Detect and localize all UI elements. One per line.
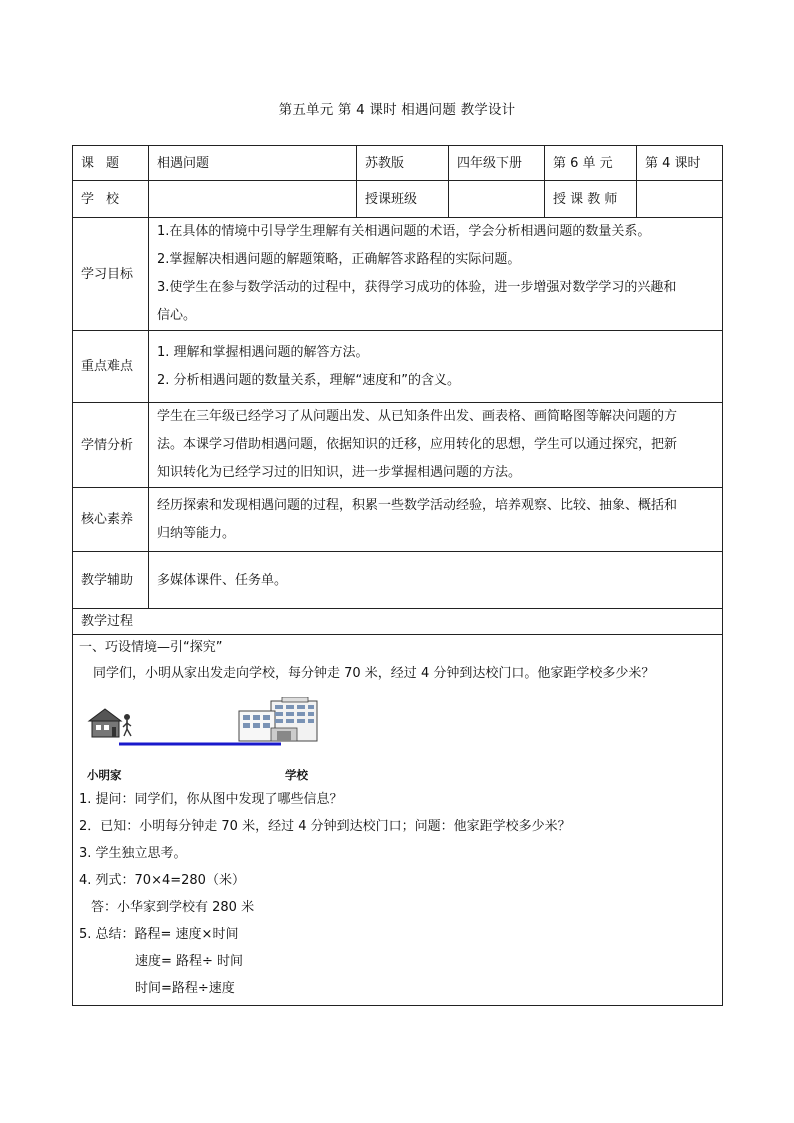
row-process xyxy=(73,635,723,1006)
process-content xyxy=(73,635,723,1006)
row-goals xyxy=(73,218,723,331)
house-icon xyxy=(89,709,121,737)
literacy-line: 经历探索和发现相遇问题的过程，积累一些数学活动经验，培养观察、比较、抽象、概括和 xyxy=(157,497,678,513)
teacher-value xyxy=(637,181,723,218)
goal-item: 3.使学生在参与数学活动的过程中，获得学习成功的体验，进一步增强对数学学习的兴趣和 xyxy=(157,280,677,295)
goal-item: 2.掌握解决相遇问题的解题策略，正确解答求路程的实际问题。 xyxy=(157,252,521,267)
school-value xyxy=(149,181,357,218)
section-heading: 一、巧设情境—引“探究” xyxy=(79,640,223,655)
lesson-value: 第 4 课时 xyxy=(637,146,723,181)
step-item: 1. 提问：同学们，你从图中发现了哪些信息？ xyxy=(79,792,343,807)
key-point-item: 2. 分析相遇问题的数量关系，理解“速度和”的含义。 xyxy=(157,372,461,388)
route-diagram xyxy=(83,697,383,787)
intro-text: 同学们，小明从家出发走向学校，每分钟走 70 米，经过 4 分钟到达校门口。他家距学校多少米？ xyxy=(93,666,655,681)
analysis-line: 学生在三年级已经学习了从问题出发、从已知条件出发、画表格、画简略图等解决问题的方 xyxy=(157,409,678,424)
school-building-icon xyxy=(239,697,317,741)
label-school: 学校 xyxy=(73,181,149,218)
goals-content xyxy=(149,218,723,331)
aids-content: 多媒体课件、任务单。 xyxy=(149,552,723,609)
publisher-value: 苏教版 xyxy=(357,146,449,181)
step-item: 2．已知：小明每分钟走 70 米，经过 4 分钟到达校门口；问题：他家距学校多少米？ xyxy=(79,819,571,834)
class-label: 授课班级 xyxy=(357,181,449,218)
analysis-label: 学情分析 xyxy=(73,403,149,488)
step-item: 3. 学生独立思考。 xyxy=(79,846,187,861)
row-key-points xyxy=(73,331,723,403)
class-value xyxy=(449,181,545,218)
school-label: 学校 xyxy=(285,768,308,782)
document-title: 第五单元 第 4 课时 相遇问题 教学设计 xyxy=(278,102,516,118)
literacy-label: 核心素养 xyxy=(73,488,149,552)
analysis-line: 知识转化为已经学习过的旧知识，进一步掌握相遇问题的方法。 xyxy=(157,465,522,480)
analysis-content xyxy=(149,403,723,488)
formula-line: 速度= 路程÷ 时间 xyxy=(135,954,244,969)
goals-label: 学习目标 xyxy=(73,218,149,331)
process-label: 教学过程 xyxy=(73,609,723,635)
row-analysis xyxy=(73,403,723,488)
key-point-item: 1. 理解和掌握相遇问题的解答方法。 xyxy=(157,344,369,360)
teacher-label: 授 课 教 师 xyxy=(545,181,637,218)
step-item: 5. 总结：路程= 速度×时间 xyxy=(79,927,239,942)
literacy-content xyxy=(149,488,723,552)
home-label: 小明家 xyxy=(87,768,122,782)
row-process-header xyxy=(73,609,723,635)
formula-line: 时间=路程÷速度 xyxy=(135,981,235,996)
topic-value: 相遇问题 xyxy=(149,146,357,181)
key-points-label: 重点难点 xyxy=(73,331,149,403)
row-literacy xyxy=(73,488,723,552)
step-item: 4. 列式：70×4=280（米） xyxy=(79,873,245,888)
walker-icon xyxy=(123,714,131,736)
label-topic: 课题 xyxy=(73,146,149,181)
literacy-line: 归纳等能力。 xyxy=(157,525,236,541)
aids-label: 教学辅助 xyxy=(73,552,149,609)
row-aids xyxy=(73,552,723,609)
row-topic xyxy=(73,146,723,181)
grade-value: 四年级下册 xyxy=(449,146,545,181)
goal-item: 1.在具体的情境中引导学生理解有关相遇问题的术语，学会分析相遇问题的数量关系。 xyxy=(157,224,651,239)
unit-value: 第 6 单 元 xyxy=(545,146,637,181)
key-points-content xyxy=(149,331,723,403)
lesson-plan-table xyxy=(72,145,723,1006)
analysis-line: 法。本课学习借助相遇问题，依据知识的迁移，应用转化的思想，学生可以通过探究，把新 xyxy=(157,437,678,452)
goal-item: 信心。 xyxy=(157,308,197,323)
answer-line: 答：小华家到学校有 280 米 xyxy=(91,900,255,915)
row-school xyxy=(73,181,723,218)
